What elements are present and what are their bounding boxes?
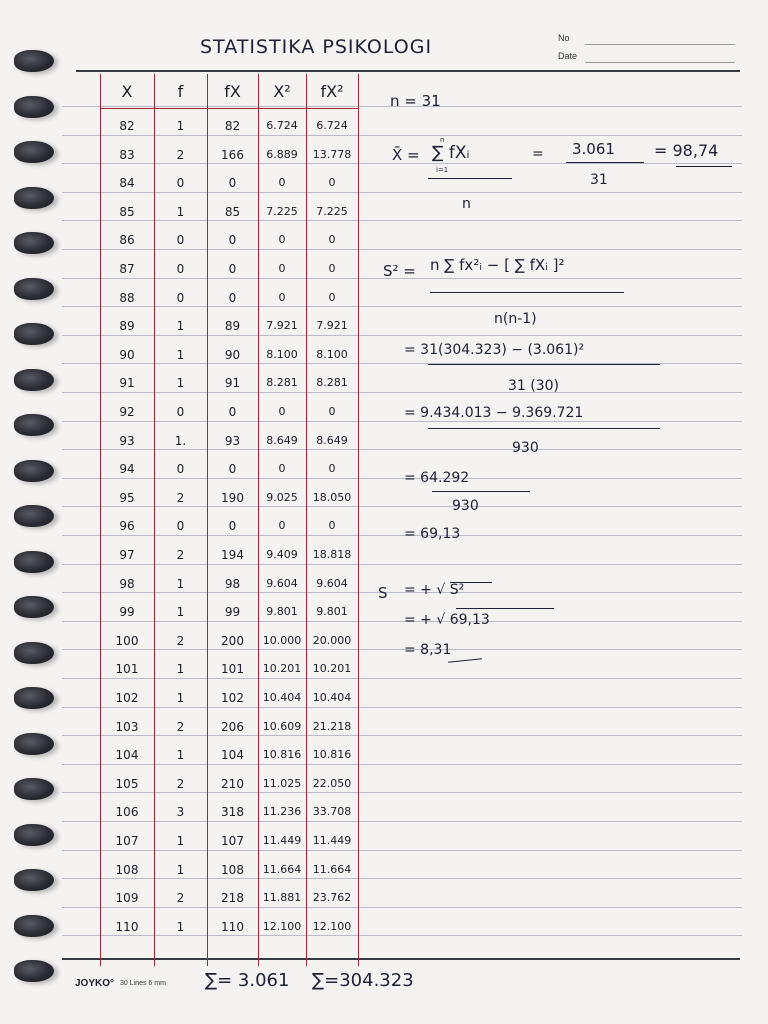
no-label: No [558,33,570,43]
table-cell: 6.889 [266,147,298,161]
table-cell: 8.649 [316,433,348,447]
table-cell: 2 [176,147,185,162]
table-cell: 13.778 [312,147,352,161]
table-cell: 84 [119,176,135,191]
sd-step1-radical [450,582,492,583]
table-cell: 20.000 [312,633,352,647]
page-title: STATISTIKA PSIKOLOGI [200,36,433,58]
table-cell: 0 [278,290,286,304]
table-cell: 2 [176,548,185,562]
variance-step3-denominator: 930 [452,498,479,514]
table-cell: 110 [221,919,244,934]
table-header-cell: X² [273,82,291,101]
table-header-cell: fX [224,82,241,101]
table-cell: 83 [119,147,135,162]
table-cell: 90 [119,347,135,362]
table-cell: 1 [176,862,185,877]
table-cell: 218 [221,891,244,906]
table-cell: 107 [221,834,244,848]
table-cell: 99 [119,605,135,620]
table-cell: 82 [119,119,135,133]
table-cell: 89 [224,319,241,334]
table-cell: 2 [176,633,185,648]
table-cell: 109 [115,891,139,906]
mean-lhs: X̄ = [392,146,420,164]
binding-ring [14,687,54,709]
binding-ring [14,369,54,391]
table-cell: 166 [221,147,244,162]
table-cell: 11.881 [262,891,302,905]
table-header-border [100,108,358,109]
variance-denominator: n(n-1) [494,311,537,327]
table-cell: 11.664 [312,862,352,876]
binding-ring [14,96,54,118]
table-cell: 11.236 [262,805,302,819]
table-cell: 1 [176,691,185,705]
table-cell: 7.225 [316,204,348,218]
table-cell: 95 [119,490,135,505]
table-cell: 86 [119,233,135,248]
table-cell: 101 [221,662,244,677]
table-cell: 0 [278,519,286,533]
table-cell: 2 [176,776,185,791]
table-cell: 10.816 [262,748,302,762]
table-cell: 96 [119,519,135,534]
table-cell: 1 [176,204,185,219]
table-cell: 91 [224,376,241,391]
table-cell: 0 [328,405,336,418]
table-cell: 98 [119,576,135,591]
table-cell: 98 [224,576,241,591]
table-cell: 10.404 [262,691,302,704]
binding-ring [14,141,54,163]
table-cell: 194 [221,548,244,562]
table-cell: 7.225 [266,204,298,218]
binding-ring [14,50,54,72]
table-cell: 1 [176,119,185,133]
binding-ring [14,733,54,755]
table-cell: 103 [115,719,139,734]
binding-ring [14,960,54,982]
table-cell: 110 [115,919,139,934]
table-cell: 18.050 [312,490,352,504]
table-cell: 0 [278,176,286,190]
sum-fx-squared: ∑=304.323 [312,970,414,991]
sd-result: = 8,31 [404,642,452,658]
table-cell: 102 [221,691,244,705]
table-cell: 0 [278,233,286,247]
table-cell: 11.664 [262,862,302,876]
date-line [585,62,735,63]
variance-step1-bar [428,364,660,365]
table-cell: 0 [228,519,237,534]
table-cell: 1. [174,433,187,448]
table-cell: 0 [228,462,237,477]
table-cell: 9.409 [266,548,298,561]
table-cell: 0 [228,262,237,276]
table-cell: 0 [328,519,336,533]
table-cell: 1 [176,376,185,391]
variance-fraction-bar [430,292,624,293]
table-cell: 101 [115,662,139,677]
variance-step1-numerator: = 31(304.323) − (3.061)² [404,342,585,358]
table-cell: 8.649 [266,433,298,447]
table-header-cell: fX² [320,82,344,101]
table-cell: 1 [176,347,185,362]
binding-ring [14,232,54,254]
table-cell: 1 [176,748,185,763]
table-cell: 0 [176,405,185,419]
sd-lhs: S [378,584,388,602]
table-cell: 21.218 [312,719,352,733]
binding-ring [14,915,54,937]
binding-ring [14,505,54,527]
table-cell: 1 [176,319,185,334]
variance-step3-numerator: = 64.292 [404,470,470,486]
table-cell: 104 [221,748,244,763]
table-cell: 210 [221,776,244,791]
table-cell: 94 [119,462,135,477]
table-cell: 8.281 [316,376,348,390]
table-cell: 0 [328,462,336,476]
table-cell: 6.724 [266,119,298,132]
table-cell: 108 [115,862,139,877]
no-line [585,44,735,45]
binding-ring [14,551,54,573]
mean-value-numerator: 3.061 [572,140,615,158]
table-cell: 10.816 [312,748,352,762]
table-cell: 82 [224,119,241,133]
table-cell: 0 [328,233,336,247]
table-cell: 100 [115,633,139,648]
table-cell: 87 [119,262,135,276]
table-cell: 97 [119,548,135,562]
table-cell: 0 [328,176,336,190]
table-cell: 0 [176,519,185,534]
table-cell: 1 [176,605,185,620]
table-cell: 6.724 [316,119,348,132]
table-cell: 0 [328,290,336,304]
table-cell: 2 [176,490,185,505]
table-cell: 108 [221,862,244,877]
table-cell: 90 [224,347,241,362]
mean-fraction-bar [428,178,512,179]
sd-step2-radical [456,608,554,609]
mean-value-denominator: 31 [590,172,608,188]
table-cell: 190 [221,490,244,505]
bottom-rule [62,958,740,960]
sum-fx: ∑= 3.061 [205,970,290,991]
table-cell: 88 [119,290,135,305]
paper-spec: 30 Lines 6 mm [120,980,166,987]
table-cell: 9.604 [266,576,298,590]
table-cell: 11.449 [262,834,302,847]
table-cell: 0 [176,233,185,248]
variance-step3-bar [432,491,530,492]
binding-ring [14,187,54,209]
table-cell: 10.201 [312,662,352,676]
table-cell: 92 [119,405,135,419]
table-cell: 0 [176,290,185,305]
table-cell: 9.801 [316,605,348,619]
table-cell: 18.818 [312,548,352,561]
binding-ring [14,414,54,436]
table-cell: 99 [224,605,241,620]
table-cell: 2 [176,891,185,906]
table-cell: 85 [224,204,241,219]
table-cell: 23.762 [312,891,352,905]
variance-lhs: S² = [383,262,416,280]
binding-ring [14,824,54,846]
table-cell: 2 [176,719,185,734]
table-cell: 0 [328,262,336,275]
table-cell: 102 [115,691,139,705]
table-cell: 7.921 [316,319,348,333]
table-cell: 12.100 [262,919,302,933]
table-cell: 0 [176,176,185,191]
table-cell: 105 [115,776,139,791]
table-cell: 11.449 [312,834,352,847]
table-cell: 22.050 [312,776,352,790]
table-cell: 0 [176,262,185,276]
table-cell: 200 [221,633,244,648]
table-cell: 33.708 [312,805,352,819]
mean-numerator: ∑ fXᵢ [432,143,470,163]
binding-ring [14,596,54,618]
table-cell: 9.801 [266,605,298,619]
table-cell: 0 [176,462,185,477]
mean-equals: = [532,146,544,162]
table-cell: 1 [176,576,185,591]
binding-ring [14,460,54,482]
variance-result: = 69,13 [404,526,461,542]
mean-sum-bottom: i=1 [436,166,449,174]
table-cell: 12.100 [312,919,352,933]
mean-result: = 98,74 [654,141,719,160]
table-cell: 106 [115,805,139,820]
table-cell: 93 [119,433,135,448]
table-cell: 89 [119,319,135,334]
sd-result-underline [448,658,482,663]
table-cell: 206 [221,719,244,734]
top-rule [76,70,740,72]
table-cell: 1 [176,834,185,848]
table-column-border [358,74,359,966]
table-cell: 10.609 [262,719,302,733]
table-cell: 10.404 [312,691,352,704]
variance-step1-denominator: 31 (30) [508,378,560,394]
mean-value-bar [566,162,644,163]
table-cell: 0 [278,405,286,418]
sd-step2: = + √ 69,13 [404,612,490,628]
table-cell: 0 [228,176,237,191]
table-cell: 1 [176,919,185,934]
mean-denominator: n [462,196,471,212]
table-cell: 1 [176,662,185,677]
table-cell: 7.921 [266,319,298,333]
binding-ring [14,778,54,800]
table-cell: 0 [228,233,237,248]
table-cell: 3 [176,805,185,820]
table-cell: 93 [224,433,241,448]
mean-result-underline [676,166,732,167]
sd-step1: = + √ S² [404,582,465,598]
table-cell: 0 [278,462,286,476]
table-cell: 318 [221,805,244,820]
variance-step2-numerator: = 9.434.013 − 9.369.721 [404,405,584,421]
table-header-cell: X [121,82,133,101]
binding-ring [14,323,54,345]
table-cell: 10.201 [262,662,302,676]
date-label: Date [558,51,578,61]
table-cell: 8.100 [266,347,298,361]
table-cell: 107 [115,834,139,848]
table-cell: 9.604 [316,576,348,590]
table-cell: 0 [228,290,237,305]
table-cell: 8.281 [266,376,298,390]
mean-sum-top: n [440,136,445,144]
brand-logo: JOYKO° [75,978,115,989]
variance-numerator: n ∑ fx²ᵢ − [ ∑ fXᵢ ]² [430,256,565,274]
binding-ring [14,869,54,891]
table-cell: 9.025 [266,490,298,504]
table-cell: 0 [278,262,286,275]
variance-step2-bar [428,428,660,429]
table-header-cell: f [177,82,184,101]
table-cell: 85 [119,204,135,219]
table-cell: 8.100 [316,347,348,361]
n-value: n = 31 [390,92,441,110]
table-cell: 0 [228,405,237,419]
variance-step2-denominator: 930 [512,440,539,456]
table-cell: 91 [119,376,135,391]
table-cell: 11.025 [262,776,302,790]
table-cell: 104 [115,748,139,763]
binding-ring [14,278,54,300]
binding-ring [14,642,54,664]
table-cell: 10.000 [262,633,302,647]
